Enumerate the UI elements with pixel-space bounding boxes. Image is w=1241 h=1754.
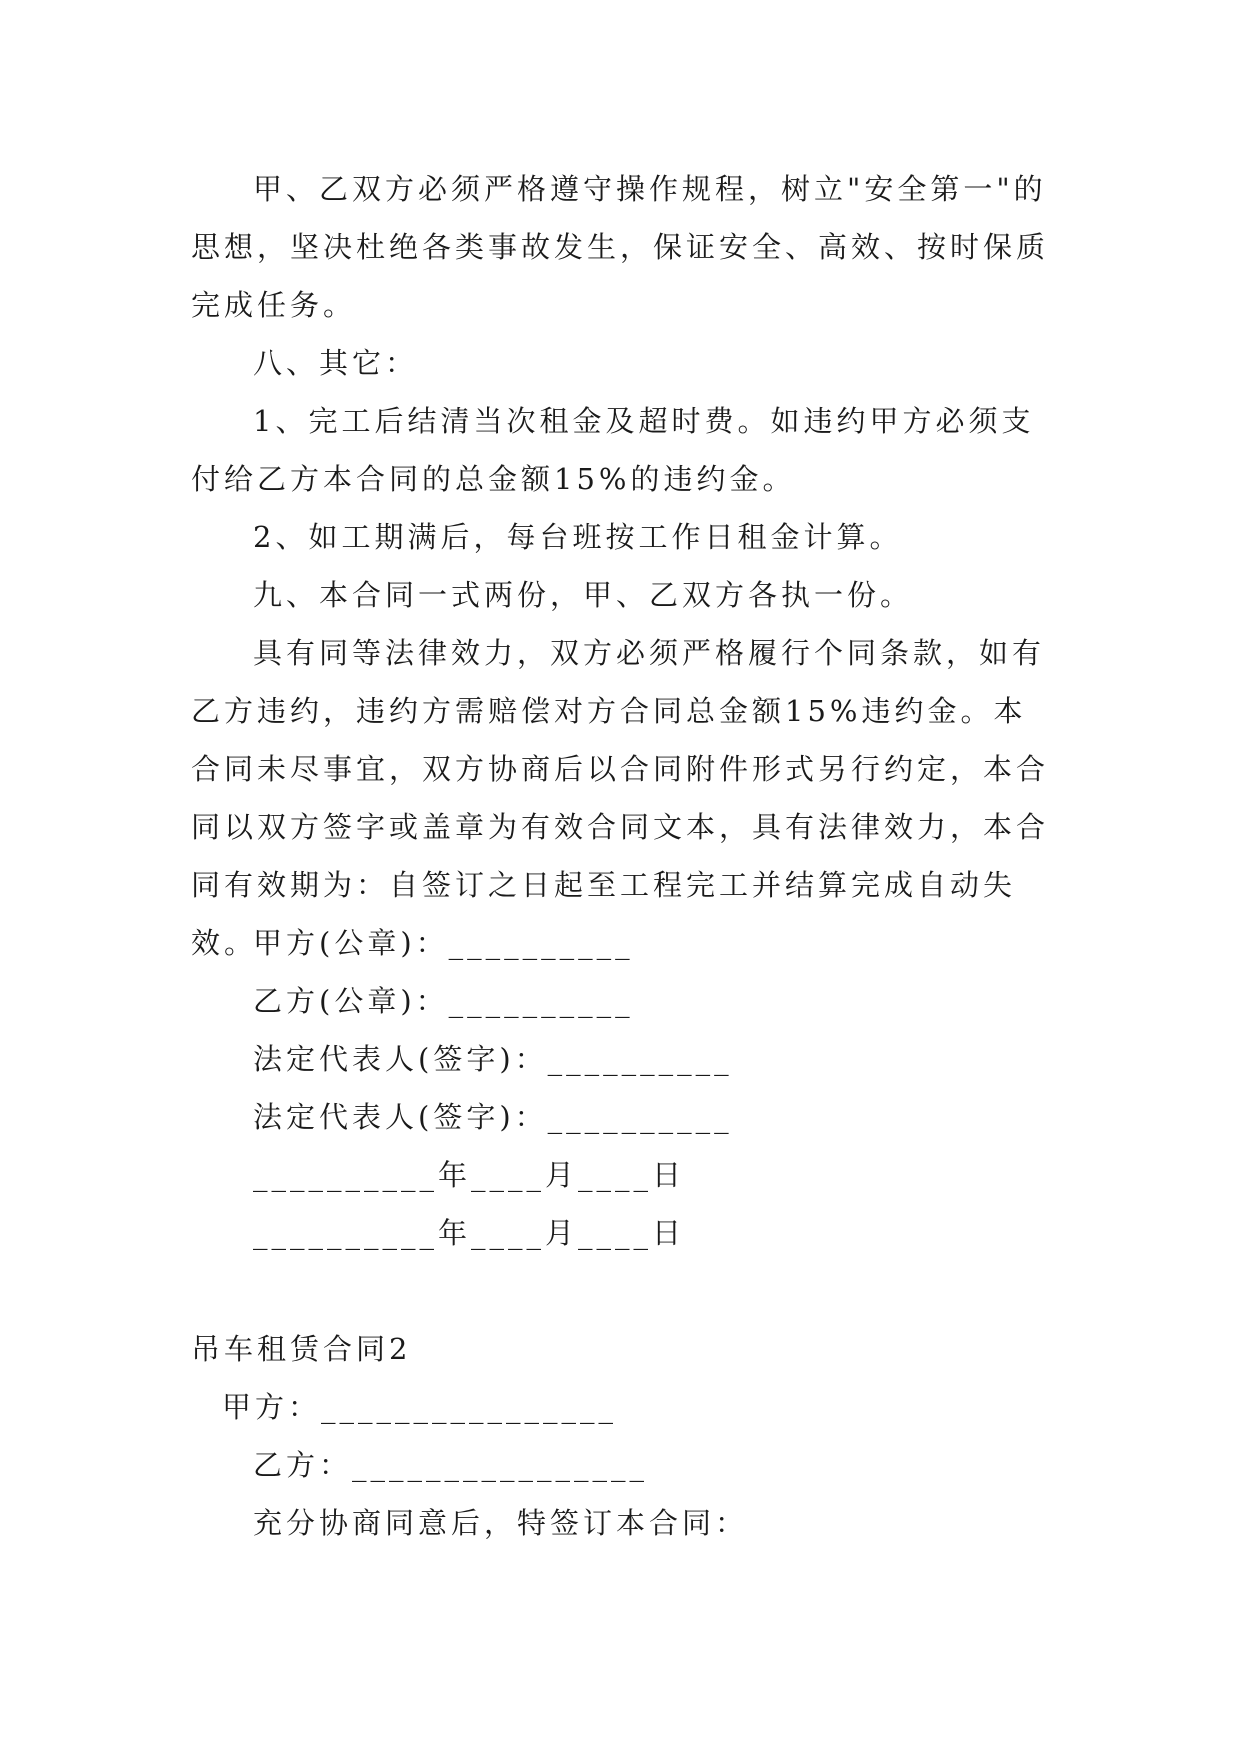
party-a-seal-line: 甲方(公章)：__________ (253, 926, 634, 960)
validity-paragraph: 具有同等法律效力，双方必须严格履行个同条款，如有乙方违约，违约方需赔偿对方合同总金额15%违约金。本合同未尽事宜，双方协商后以合同附件形式另行约定，本合同以双方签字或盖章为有效合同文本，具有法律效力，本合同有效期为：自签订之日起至工程完工并结算完成自动失效。 (191, 636, 1050, 960)
section-nine: 九、本合同一式两份，甲、乙双方各执一份。 (253, 578, 914, 612)
legal-rep-signature-line-2: 法定代表人(签字)：__________ (253, 1100, 733, 1134)
date-line-2: __________年____月____日 (253, 1216, 686, 1250)
safety-paragraph: 甲、乙双方必须严格遵守操作规程，树立"安全第一"的思想，坚决杜绝各类事故发生，保证安全、高效、按时保质完成任务。 (191, 172, 1050, 322)
contract-2-party-b: 乙方：________________ (253, 1448, 649, 1482)
contract-2-intro: 充分协商同意后，特签订本合同： (253, 1506, 749, 1540)
contract-2-party-a: 甲方：________________ (222, 1390, 618, 1424)
date-line-1: __________年____月____日 (253, 1158, 686, 1192)
contract-2-title: 吊车租赁合同2 (191, 1332, 412, 1366)
section-eight-heading: 八、其它： (253, 346, 419, 380)
party-b-seal-line: 乙方(公章)：__________ (253, 984, 634, 1018)
clause-2: 2、如工期满后，每台班按工作日租金计算。 (253, 520, 903, 554)
clause-1: 1、完工后结清当次租金及超时费。如违约甲方必须支付给乙方本合同的总金额15%的违约金。 (191, 404, 1035, 496)
legal-rep-signature-line-1: 法定代表人(签字)：__________ (253, 1042, 733, 1076)
